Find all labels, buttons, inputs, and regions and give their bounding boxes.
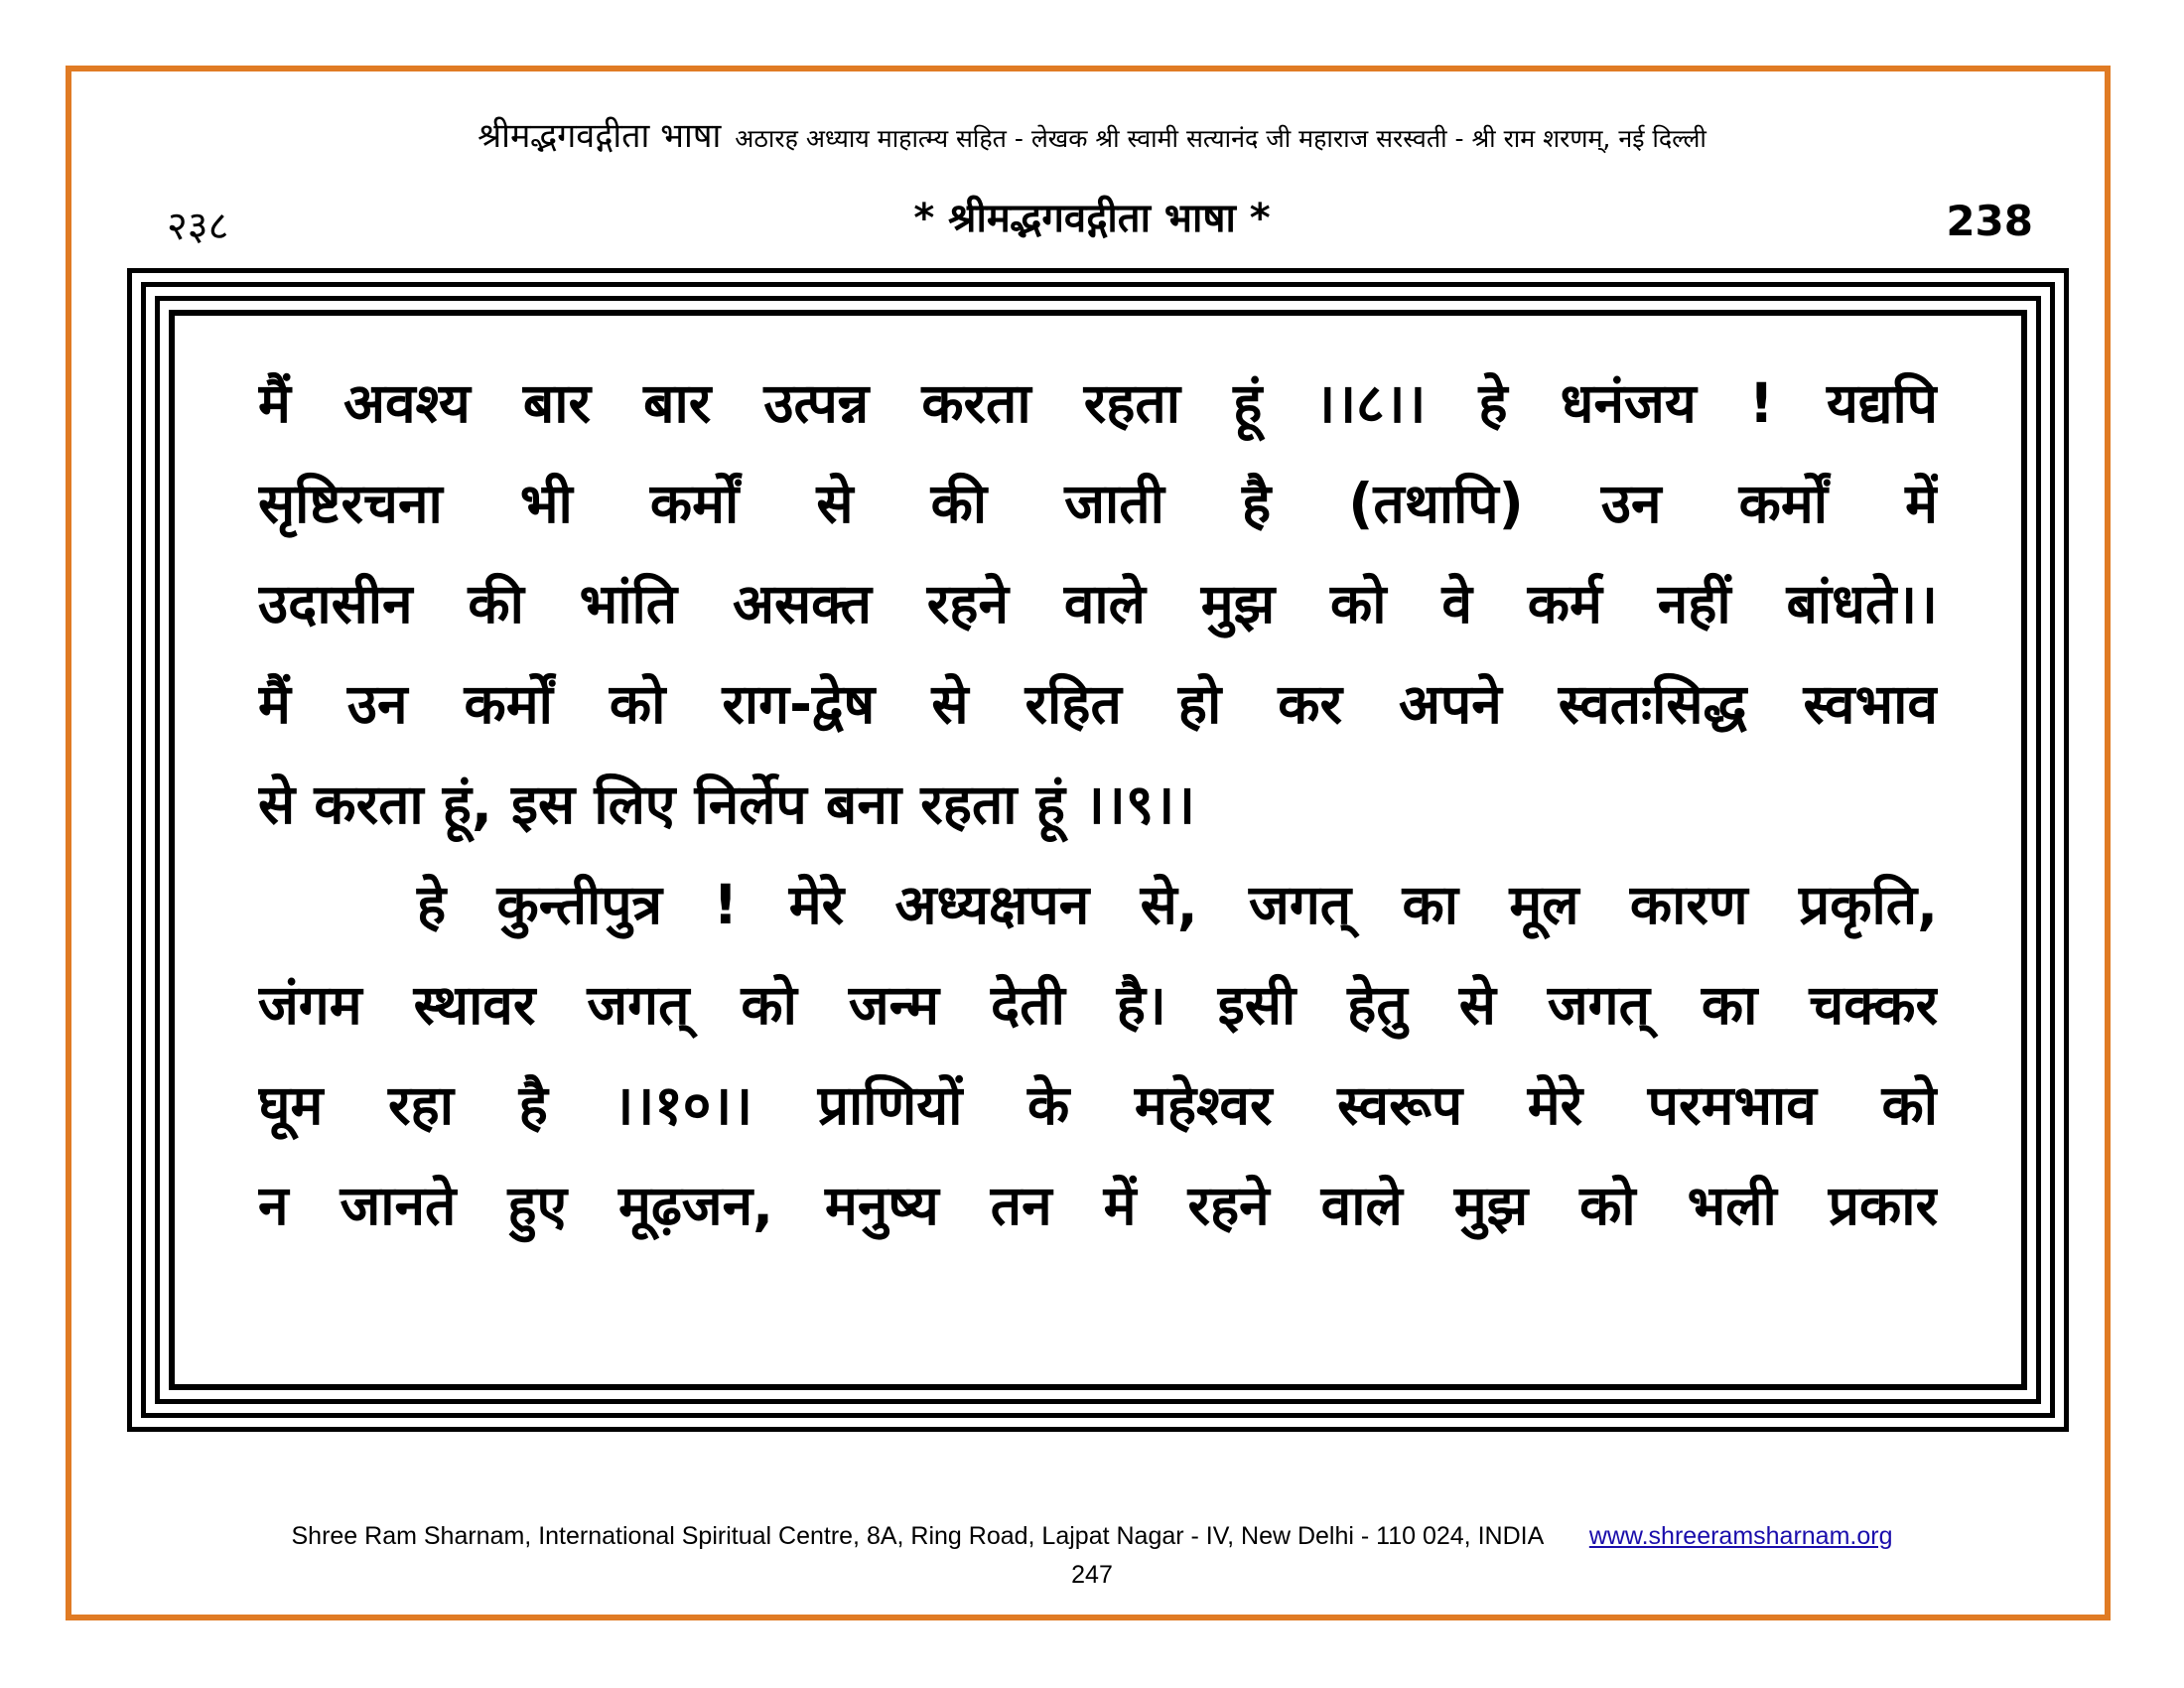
text-line: न जानते हुए मूढ़जन, मनुष्य तन में रहने वाले मुझ को भली प्रकार [258, 1174, 1938, 1237]
text-line: हे कुन्तीपुत्र ! मेरे अध्यक्षपन से, जगत् का मूल कारण प्रकृति, [417, 873, 1938, 936]
header-title: श्रीमद्भगवद्गीता भाषा [478, 116, 722, 156]
text-frame [127, 268, 2069, 1432]
header-subtitle: अठारह अध्याय माहात्म्य सहित - लेखक श्री स्वामी सत्यानंद जी महाराज सरस्वती - श्री राम शरणम्, नई दिल्ली [735, 124, 1706, 153]
document-header [99, 111, 2085, 171]
text-line: घूम रहा है ।।१०।। प्राणियों के महेश्वर स्वरूप मेरे परमभाव को [258, 1073, 1938, 1137]
text-body [169, 310, 2027, 1390]
footer-page-number: 247 [1071, 1561, 1113, 1589]
text-line: जंगम स्थावर जगत् को जन्म देती है। इसी हेतु से जगत् का चक्कर [258, 973, 1938, 1037]
text-line: उदासीन की भांति असक्त रहने वाले मुझ को वे कर्म नहीं बांधते।। [258, 572, 1938, 635]
text-line: से करता हूं, इस लिए निर्लेप बना रहता हूं ।।९।। [258, 773, 1196, 836]
footer-address: Shree Ram Sharnam, International Spiritual Centre, 8A, Ring Road, Lajpat Nagar - IV, New Delhi - 110 024, INDIA [291, 1522, 1543, 1550]
website-link[interactable]: www.shreeramsharnam.org [1588, 1522, 1893, 1550]
text-line: मैं अवश्य बार बार उत्पन्न करता रहता हूं ।।८।। हे धनंजय ! यद्यपि [258, 371, 1938, 435]
footer [0, 1522, 2184, 1551]
running-head-title: * श्रीमद्भगवद्गीता भाषा * [913, 196, 1271, 241]
text-line: सृष्टिरचना भी कर्मों से की जाती है (तथापि) उन कर्मों में [258, 472, 1938, 535]
page-number-arabic: 238 [1946, 197, 2033, 245]
text-line: मैं उन कर्मों को राग-द्वेष से रहित हो कर अपने स्वतःसिद्ध स्वभाव [258, 672, 1938, 736]
page-number-devanagari: २३८ [167, 204, 229, 249]
